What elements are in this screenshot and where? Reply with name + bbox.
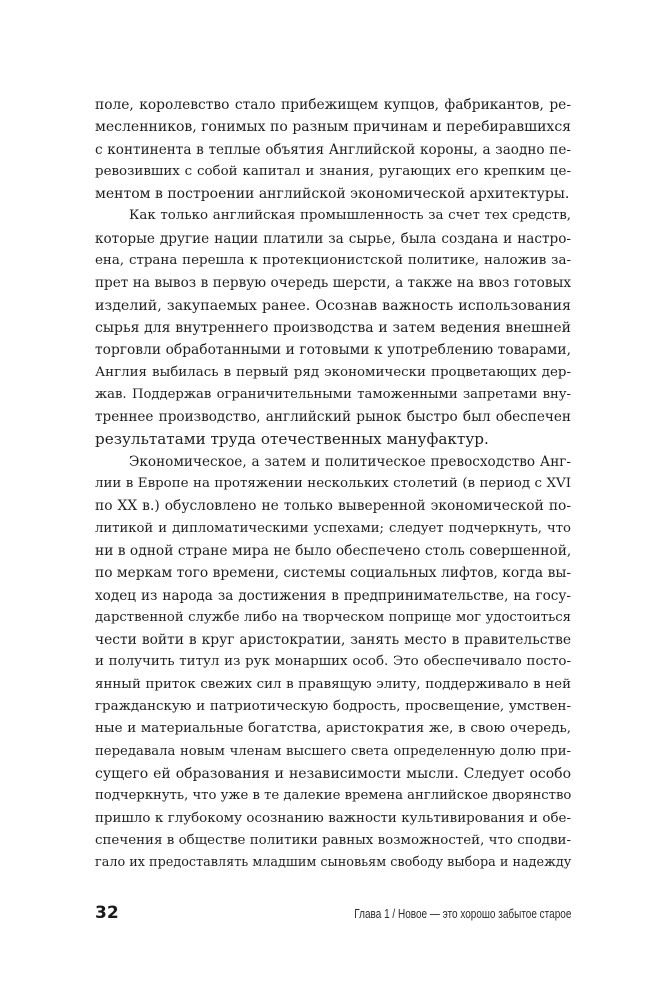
text-line: сырья для внутреннего производства и затем ведения внешней <box>95 319 571 336</box>
text-line: чести войти в круг аристократии, занять место в правительстве <box>95 632 571 649</box>
text-line: ни в одной стране мира не было обеспечено столь совершенной, <box>95 542 572 559</box>
text-line: поле, королевство стало прибежищем купцов, фабрикантов, ре- <box>95 97 571 113</box>
text-line: передавала новым членам высшего света определенную долю при- <box>95 743 571 759</box>
text-line: ные и материальные богатства, аристократия же, в свою очередь, <box>95 721 571 737</box>
paragraph-first-line: Экономическое, а затем и политическое превосходство Анг- <box>129 453 571 470</box>
text-line: с континента в теплые объятия Английской короны, а заодно пе- <box>95 141 571 158</box>
text-line: ходец из народа за достижения в предпринимательстве, на госу- <box>95 587 571 604</box>
text-line: сущего ей образования и независимости мысли. Следует особо <box>95 765 571 782</box>
text-line: и получить титул из рук монарших особ. Это обеспечивало посто- <box>95 654 571 670</box>
text-line: пришло к глубокому осознанию важности культивирования и обе- <box>95 810 571 826</box>
text-line: треннее производство, английский рынок быстро был обеспечен <box>95 409 571 426</box>
text-line: торговли обработанными и готовыми к употреблению товарами, <box>95 342 571 359</box>
text-line: литикой и дипломатическими успехами; следует подчеркнуть, что <box>95 520 571 536</box>
body-text <box>95 94 571 874</box>
page-number: 32 <box>95 903 119 923</box>
text-line: по XX в.) обусловлено не только выверенной экономической по- <box>95 498 571 515</box>
text-line: ревозивших с собой капитал и знания, ругающих его крепким це- <box>95 163 571 179</box>
text-line: по меркам того времени, системы социальных лифтов, когда вы- <box>95 565 571 582</box>
text-line: прет на вывоз в первую очередь шерсти, а также на ввоз готовых <box>95 275 571 292</box>
text-line: янный приток свежих сил в правящую элиту, поддерживало в ней <box>95 676 571 692</box>
text-line: лии в Европе на протяжении нескольких столетий (в период с XVI <box>95 476 571 492</box>
text-line: изделий, закупаемых ранее. Осознав важность использования <box>95 297 571 314</box>
text-line: месленников, гонимых по разным причинам и перебиравшихся <box>95 119 571 136</box>
text-line: гало их предоставлять младшим сыновьям свободу выбора и надежду <box>95 855 572 871</box>
text-line: спечения в обществе политики равных возможностей, что сподви- <box>95 832 571 848</box>
paragraph-first-line: Как только английская промышленность за счет тех средств, <box>129 208 571 224</box>
text-line: результатами труда отечественных мануфактур. <box>95 430 489 449</box>
text-line: дарственной службе либо на творческом поприще мог удостоиться <box>95 609 571 625</box>
text-line: подчеркнуть, что уже в те далекие времена английское дворянство <box>95 788 572 804</box>
text-line: Англия выбилась в первый ряд экономически процветающих дер- <box>95 364 571 380</box>
text-line: жав. Поддержав ограничительными таможенными запретами вну- <box>95 386 571 402</box>
text-line: гражданскую и патриотическую бодрость, просвещение, умствен- <box>95 699 571 715</box>
running-footer-chapter-title: Глава 1 / Новое — это хорошо забытое старое <box>353 907 571 921</box>
text-line: которые другие нации платили за сырье, была создана и настро- <box>95 230 571 247</box>
text-line: ментом в построении английской экономической архитектуры. <box>95 186 570 203</box>
text-line: ена, страна перешла к протекционистской политике, наложив за- <box>95 253 571 269</box>
